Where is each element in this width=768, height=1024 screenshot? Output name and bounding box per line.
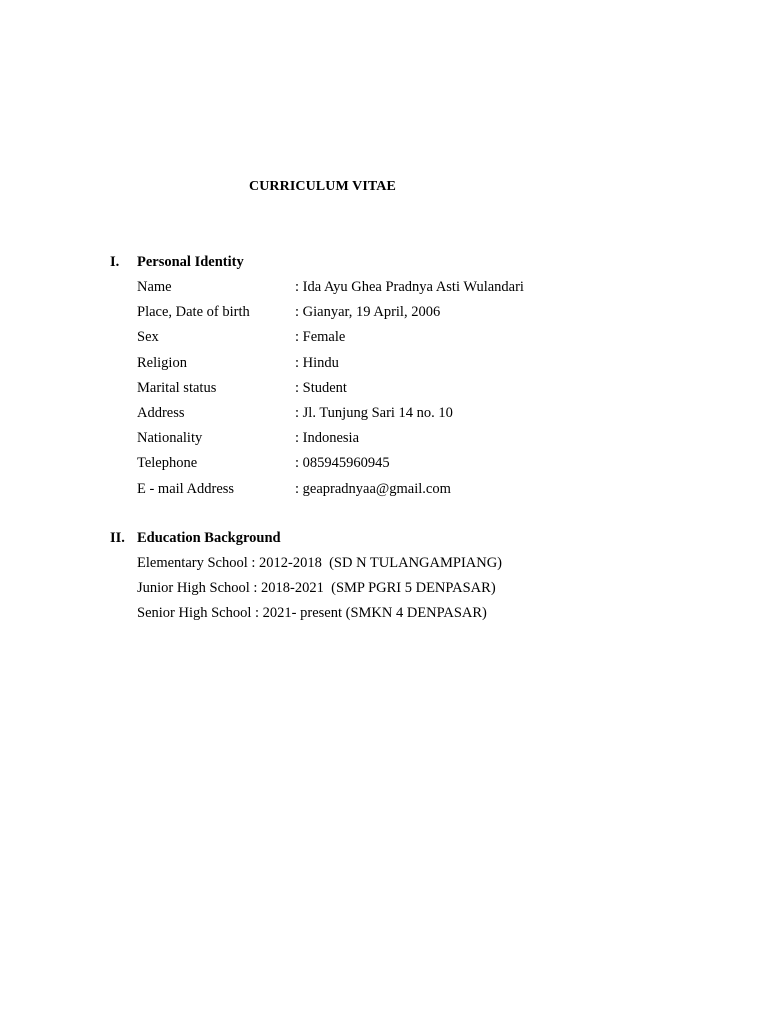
identity-value: : Jl. Tunjung Sari 14 no. 10 xyxy=(295,404,453,421)
document-title: CURRICULUM VITAE xyxy=(249,179,396,194)
section-number: II. xyxy=(110,530,125,546)
identity-label: Religion xyxy=(137,354,187,371)
education-list xyxy=(137,555,502,631)
section-title: Personal Identity xyxy=(137,254,244,270)
identity-row-religion xyxy=(137,355,524,380)
identity-row-marital-status xyxy=(137,380,524,405)
identity-row-nationality xyxy=(137,430,524,455)
identity-label: E - mail Address xyxy=(137,480,235,497)
education-row-senior-high: Senior High School : 2021- present (SMKN 4 DENPASAR) xyxy=(137,605,487,622)
identity-label: Nationality xyxy=(137,430,203,447)
identity-label: Telephone xyxy=(137,455,198,472)
section-number: I. xyxy=(110,254,120,270)
education-row-junior-high: Junior High School : 2018-2021 (SMP PGRI 5 DENPASAR) xyxy=(137,580,496,597)
identity-value: : Gianyar, 19 April, 2006 xyxy=(295,304,441,321)
identity-label: Name xyxy=(137,279,172,295)
identity-label: Place, Date of birth xyxy=(137,304,250,321)
identity-row-telephone xyxy=(137,455,524,480)
section-personal-identity-heading xyxy=(110,254,244,271)
education-row-elementary: Elementary School : 2012-2018 (SD N TULANGAMPIANG) xyxy=(137,555,503,571)
identity-value: : Indonesia xyxy=(295,430,360,447)
identity-value: : geapradnyaa@gmail.com xyxy=(295,480,451,497)
identity-value: : 085945960945 xyxy=(295,455,390,472)
personal-identity-list xyxy=(137,279,524,506)
identity-label: Marital status xyxy=(137,379,217,396)
identity-value: : Student xyxy=(295,379,347,396)
section-title: Education Background xyxy=(137,530,281,546)
identity-value: : Female xyxy=(295,329,346,346)
identity-value: : Ida Ayu Ghea Pradnya Asti Wulandari xyxy=(295,279,524,295)
identity-row-email xyxy=(137,481,524,506)
section-education-heading xyxy=(110,530,281,547)
identity-label: Address xyxy=(137,404,185,421)
identity-row-name xyxy=(137,279,524,304)
identity-row-birth xyxy=(137,304,524,329)
identity-label: Sex xyxy=(137,329,159,346)
identity-row-address xyxy=(137,405,524,430)
identity-value: : Hindu xyxy=(295,354,339,371)
identity-row-sex xyxy=(137,329,524,354)
